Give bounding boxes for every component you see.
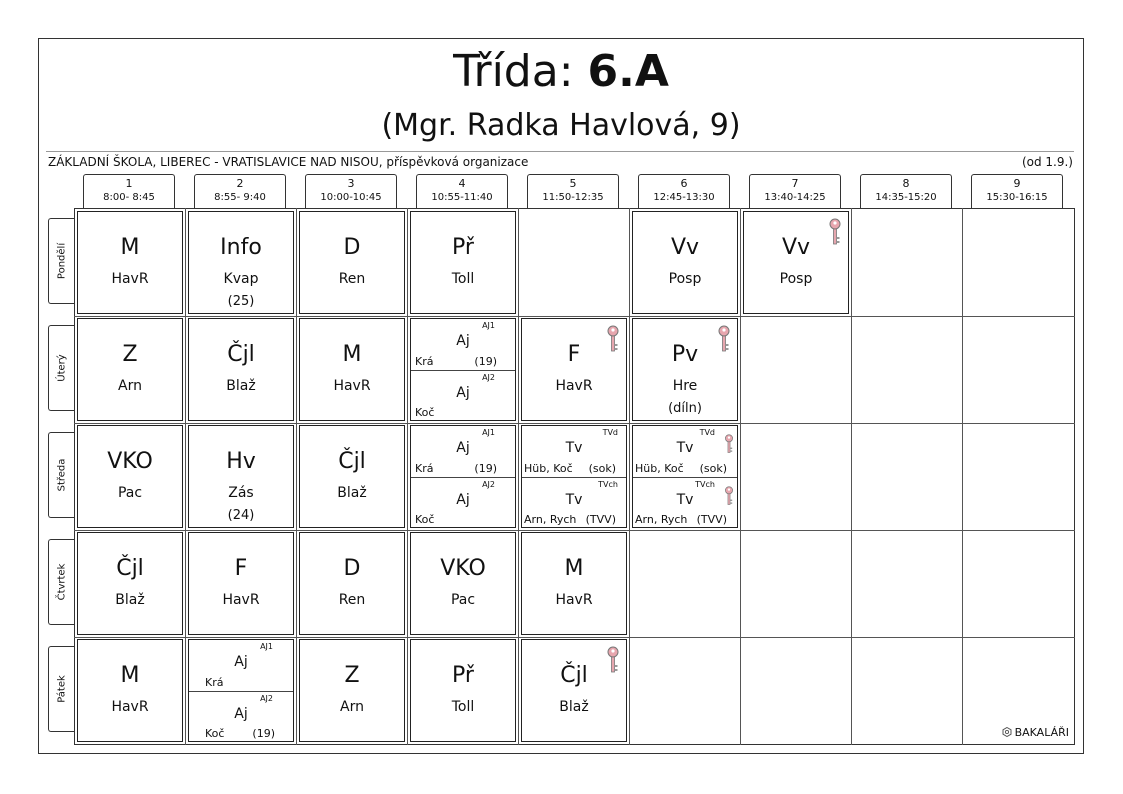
teacher: HavR xyxy=(555,592,593,608)
room: (19) xyxy=(474,461,497,475)
room: (25) xyxy=(227,294,255,309)
period-header: 7 13:40-14:25 xyxy=(749,174,841,208)
teacher: Hre xyxy=(672,378,698,394)
teacher: Blaž xyxy=(226,378,256,394)
room: (24) xyxy=(227,508,255,523)
subject: Tv xyxy=(565,491,583,508)
teacher: Krá xyxy=(415,354,434,368)
subject: Př xyxy=(452,235,474,260)
lesson-cell[interactable] xyxy=(410,532,516,635)
valid-from: (od 1.9.) xyxy=(1021,155,1073,169)
room: (díln) xyxy=(668,401,702,416)
day-label-thursday: Čtvrtek xyxy=(48,539,74,625)
teacher: Blaž xyxy=(559,699,589,715)
key-icon xyxy=(724,434,734,454)
period-header: 8 14:35-15:20 xyxy=(860,174,952,208)
lesson-cell[interactable] xyxy=(188,211,294,314)
lesson-cell-split[interactable] xyxy=(188,639,294,742)
header-divider xyxy=(46,151,1074,152)
lesson-cell[interactable] xyxy=(410,211,516,314)
grid-line xyxy=(851,208,852,745)
teacher: Krá xyxy=(205,675,224,689)
teacher: Hüb, Koč xyxy=(635,461,684,475)
teacher: Toll xyxy=(451,699,475,715)
grid-line xyxy=(740,208,741,745)
subject: Hv xyxy=(226,449,256,474)
lesson-cell[interactable] xyxy=(410,639,516,742)
period-header: 5 11:50-12:35 xyxy=(527,174,619,208)
group-label: TVch xyxy=(598,479,618,489)
group-lesson[interactable] xyxy=(189,640,293,691)
group-label: AJ2 xyxy=(482,479,495,489)
subject: VKO xyxy=(440,556,486,581)
subject: Z xyxy=(122,342,138,367)
brand-name: BAKALÁŘI xyxy=(1014,726,1069,739)
group-label: AJ2 xyxy=(260,693,273,703)
teacher: Posp xyxy=(779,271,813,287)
group-lesson[interactable] xyxy=(522,477,626,529)
lesson-cell[interactable] xyxy=(188,425,294,528)
subject: Tv xyxy=(676,440,694,456)
teacher: HavR xyxy=(333,378,371,394)
teacher: Arn, Rych xyxy=(635,513,688,526)
lesson-cell[interactable] xyxy=(299,425,405,528)
subject: Pv xyxy=(671,342,699,367)
subject: Čjl xyxy=(338,449,366,474)
teacher: HavR xyxy=(555,378,593,394)
lesson-cell[interactable] xyxy=(743,211,849,314)
room: (sok) xyxy=(699,461,727,475)
group-lesson[interactable] xyxy=(411,319,515,370)
teacher: Pac xyxy=(117,485,143,501)
subject: Aj xyxy=(234,705,248,722)
lesson-cell[interactable] xyxy=(632,211,738,314)
key-icon xyxy=(606,646,620,674)
gear-icon xyxy=(1002,727,1012,737)
teacher: Posp xyxy=(668,271,702,287)
subject: M xyxy=(564,556,584,581)
lesson-cell[interactable] xyxy=(188,532,294,635)
room: (19) xyxy=(474,354,497,368)
lesson-cell[interactable] xyxy=(188,318,294,421)
grid-line xyxy=(74,530,1075,531)
school-name: ZÁKLADNÍ ŠKOLA, LIBEREC - VRATISLAVICE NAD NISOU, příspěvková organizace xyxy=(48,155,529,169)
group-lesson[interactable] xyxy=(411,370,515,422)
subject: Info xyxy=(220,235,262,260)
title-prefix: Třída: xyxy=(453,46,588,97)
lesson-cell-split[interactable] xyxy=(410,425,516,528)
group-label: AJ1 xyxy=(482,321,495,330)
lesson-cell[interactable] xyxy=(77,318,183,421)
lesson-cell[interactable] xyxy=(521,318,627,421)
grid-line xyxy=(407,208,408,745)
teacher: HavR xyxy=(111,699,149,715)
grid-line xyxy=(74,637,1075,638)
teacher: Blaž xyxy=(115,592,145,608)
subject: Aj xyxy=(456,491,470,508)
group-lesson[interactable] xyxy=(411,426,515,477)
lesson-cell[interactable] xyxy=(299,211,405,314)
subject: Aj xyxy=(456,440,470,456)
key-icon xyxy=(606,325,620,353)
day-label-wednesday: Středa xyxy=(48,432,74,518)
lesson-cell[interactable] xyxy=(299,639,405,742)
teacher: Hüb, Koč xyxy=(524,461,573,475)
period-header: 6 12:45-13:30 xyxy=(638,174,730,208)
group-lesson[interactable] xyxy=(411,477,515,529)
subject: D xyxy=(343,235,361,260)
period-header: 1 8:00- 8:45 xyxy=(83,174,175,208)
teacher: Kvap xyxy=(223,271,259,287)
group-label: TVch xyxy=(695,479,715,489)
subject: Z xyxy=(344,663,360,688)
grid-line xyxy=(74,316,1075,317)
lesson-cell[interactable] xyxy=(77,532,183,635)
subject: Aj xyxy=(456,384,470,401)
grid-line xyxy=(296,208,297,745)
subject: Čjl xyxy=(560,663,588,688)
teacher: Koč xyxy=(205,727,225,740)
period-header: 9 15:30-16:15 xyxy=(971,174,1063,208)
class-name: 6.A xyxy=(587,46,669,97)
lesson-cell[interactable] xyxy=(77,639,183,742)
teacher: Arn, Rych xyxy=(524,513,577,526)
lesson-cell[interactable] xyxy=(521,532,627,635)
subject: Aj xyxy=(456,333,470,349)
lesson-cell[interactable] xyxy=(77,425,183,528)
grid-line xyxy=(962,208,963,745)
subject: Př xyxy=(452,663,474,688)
subject: Čjl xyxy=(116,556,144,581)
subject: D xyxy=(343,556,361,581)
room: (19) xyxy=(252,727,275,740)
subject: M xyxy=(120,663,140,688)
teacher: Ren xyxy=(338,271,366,287)
subject: M xyxy=(342,342,362,367)
grid-line xyxy=(518,208,519,745)
group-lesson[interactable] xyxy=(189,691,293,743)
group-label: AJ1 xyxy=(482,428,495,437)
group-lesson[interactable] xyxy=(633,426,737,477)
teacher: HavR xyxy=(222,592,260,608)
subject: Aj xyxy=(234,654,248,670)
lesson-cell[interactable] xyxy=(632,318,738,421)
key-icon xyxy=(724,486,734,506)
room: (TVV) xyxy=(585,513,616,526)
teacher: Krá xyxy=(415,461,434,475)
lesson-cell-split[interactable] xyxy=(521,425,627,528)
subject: Tv xyxy=(676,491,694,508)
subject: F xyxy=(567,342,581,367)
subject: Čjl xyxy=(227,342,255,367)
grid-line xyxy=(185,208,186,745)
subject: VKO xyxy=(107,449,153,474)
teacher: Koč xyxy=(415,406,435,419)
teacher: Blaž xyxy=(337,485,367,501)
group-label: TVd xyxy=(602,428,618,437)
teacher: Ren xyxy=(338,592,366,608)
grid-line xyxy=(74,423,1075,424)
lesson-cell[interactable] xyxy=(521,639,627,742)
subject: Tv xyxy=(565,440,583,456)
subject: Vv xyxy=(781,235,811,260)
room: (sok) xyxy=(588,461,616,475)
lesson-cell-split[interactable] xyxy=(632,425,738,528)
period-header: 4 10:55-11:40 xyxy=(416,174,508,208)
teacher: Koč xyxy=(415,513,435,526)
day-label-friday: Pátek xyxy=(48,646,74,732)
group-label: AJ1 xyxy=(260,642,273,651)
teacher: HavR xyxy=(111,271,149,287)
lesson-cell[interactable] xyxy=(299,532,405,635)
grid-line xyxy=(629,208,630,745)
key-icon xyxy=(828,218,842,246)
day-label-monday: Pondělí xyxy=(48,218,74,304)
subject: F xyxy=(234,556,248,581)
class-teacher: (Mgr. Radka Havlová, 9) xyxy=(381,108,741,143)
lesson-cell[interactable] xyxy=(77,211,183,314)
subject: M xyxy=(120,235,140,260)
teacher: Pac xyxy=(450,592,476,608)
group-lesson[interactable] xyxy=(522,426,626,477)
teacher: Zás xyxy=(228,485,254,501)
group-lesson[interactable] xyxy=(633,477,737,529)
key-icon xyxy=(717,325,731,353)
lesson-cell-split[interactable] xyxy=(410,318,516,421)
lesson-cell[interactable] xyxy=(299,318,405,421)
group-label: AJ2 xyxy=(482,372,495,382)
period-header: 2 8:55- 9:40 xyxy=(194,174,286,208)
brand-logo xyxy=(1002,726,1069,740)
teacher: Toll xyxy=(451,271,475,287)
period-header: 3 10:00-10:45 xyxy=(305,174,397,208)
page-title xyxy=(38,44,1084,100)
subject: Vv xyxy=(670,235,700,260)
teacher: Arn xyxy=(340,699,364,715)
teacher: Arn xyxy=(118,378,142,394)
group-label: TVd xyxy=(699,428,715,437)
room: (TVV) xyxy=(696,513,727,526)
day-label-tuesday: Úterý xyxy=(48,325,74,411)
